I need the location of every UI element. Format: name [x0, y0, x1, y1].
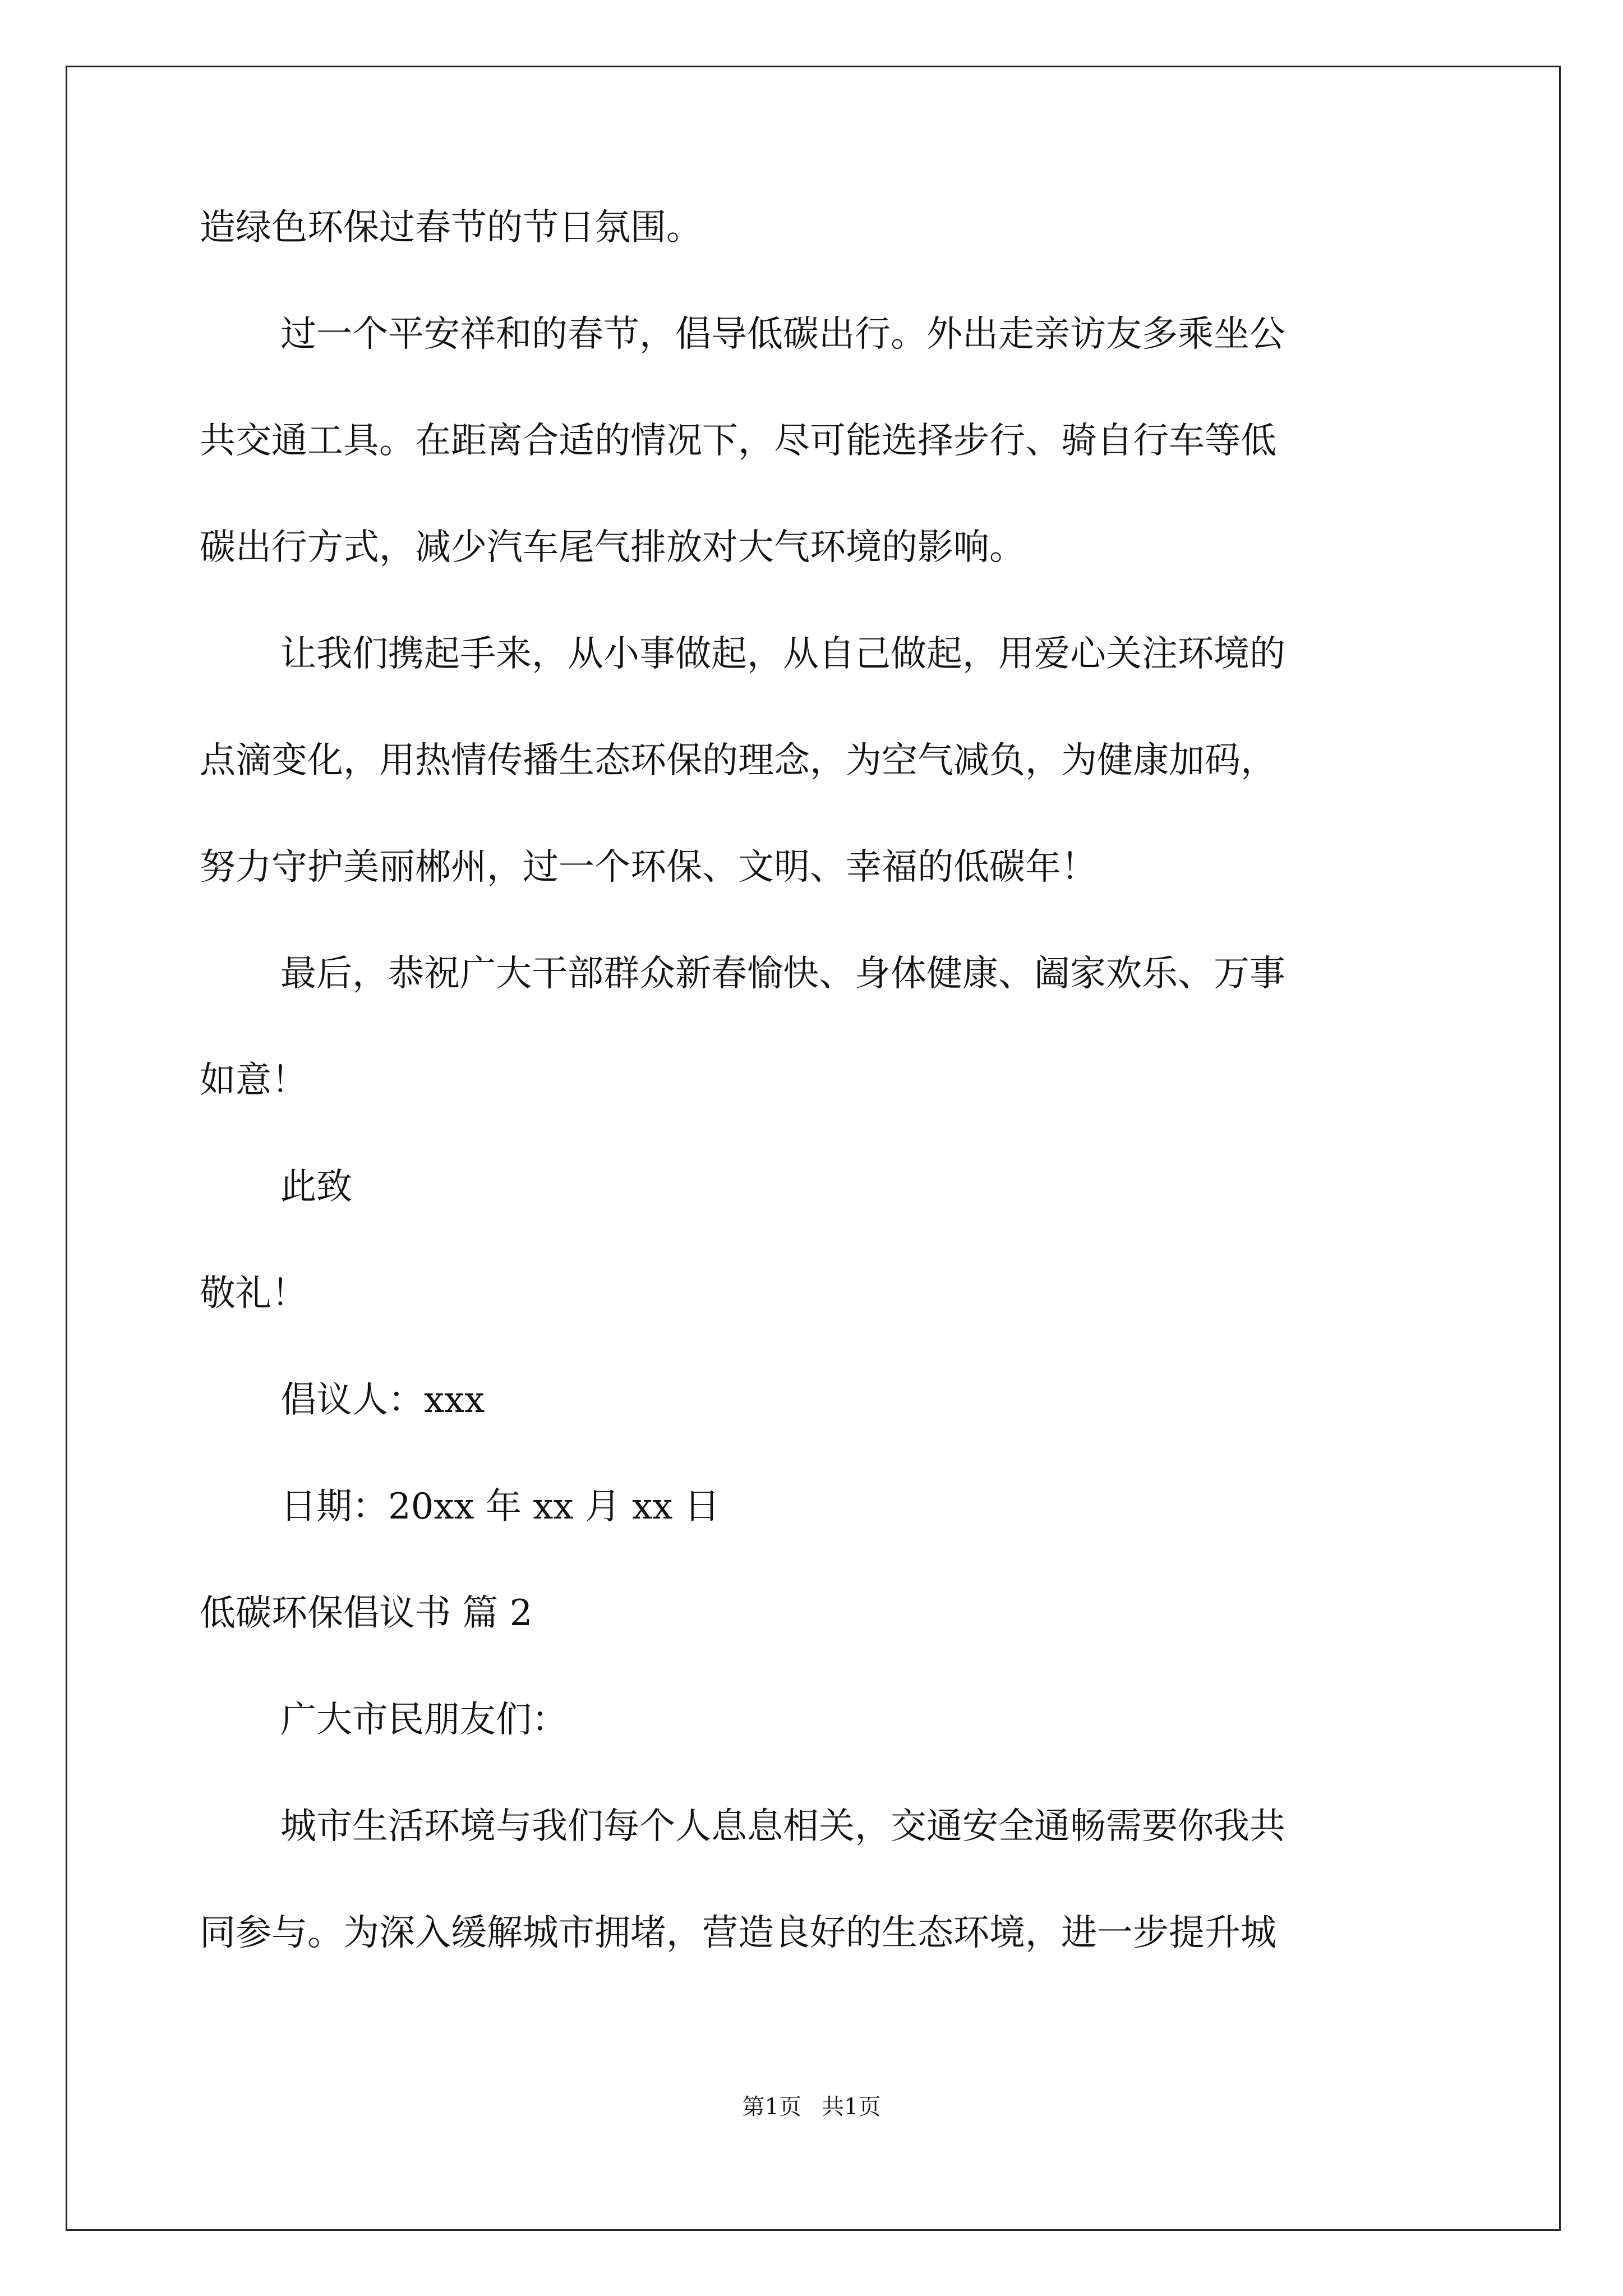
text-line: 碳出行方式，减少汽车尾气排放对大气环境的影响。	[200, 527, 1025, 568]
text-line: 广大市民朋友们：	[280, 1699, 568, 1741]
text-line: 敬礼！	[200, 1273, 307, 1314]
text-line: 过一个平安祥和的春节，倡导低碳出行。外出走亲访友多乘坐公	[280, 314, 1285, 355]
page-total: 共1页	[822, 2094, 881, 2120]
text-line: 最后，恭祝广大干部群众新春愉快、身体健康、阖家欢乐、万事	[280, 953, 1285, 995]
text-line: 共交通工具。在距离合适的情况下，尽可能选择步行、骑自行车等低	[200, 420, 1276, 462]
page-number: 第1页	[742, 2094, 801, 2120]
text-line: 努力守护美丽郴州，过一个环保、文明、幸福的低碳年！	[200, 846, 1097, 888]
text-line: 同参与。为深入缓解城市拥堵，营造良好的生态环境，进一步提升城	[200, 1912, 1276, 1954]
text-line: 日期：20xx 年 xx 月 xx 日	[280, 1486, 720, 1527]
section-heading: 低碳环保倡议书 篇 2	[200, 1593, 533, 1634]
text-line: 此致	[280, 1166, 352, 1208]
text-line: 造绿色环保过春节的节日氛围。	[200, 207, 702, 249]
text-line: 倡议人：xxx	[280, 1379, 485, 1421]
text-line: 点滴变化，用热情传播生态环保的理念，为空气减负，为健康加码，	[200, 740, 1276, 781]
page-footer	[0, 2091, 1623, 2123]
text-line: 城市生活环境与我们每个人息息相关，交通安全通畅需要你我共	[280, 1806, 1285, 1847]
text-line: 让我们携起手来，从小事做起，从自己做起，用爱心关注环境的	[280, 633, 1285, 675]
text-line: 如意！	[200, 1060, 307, 1101]
